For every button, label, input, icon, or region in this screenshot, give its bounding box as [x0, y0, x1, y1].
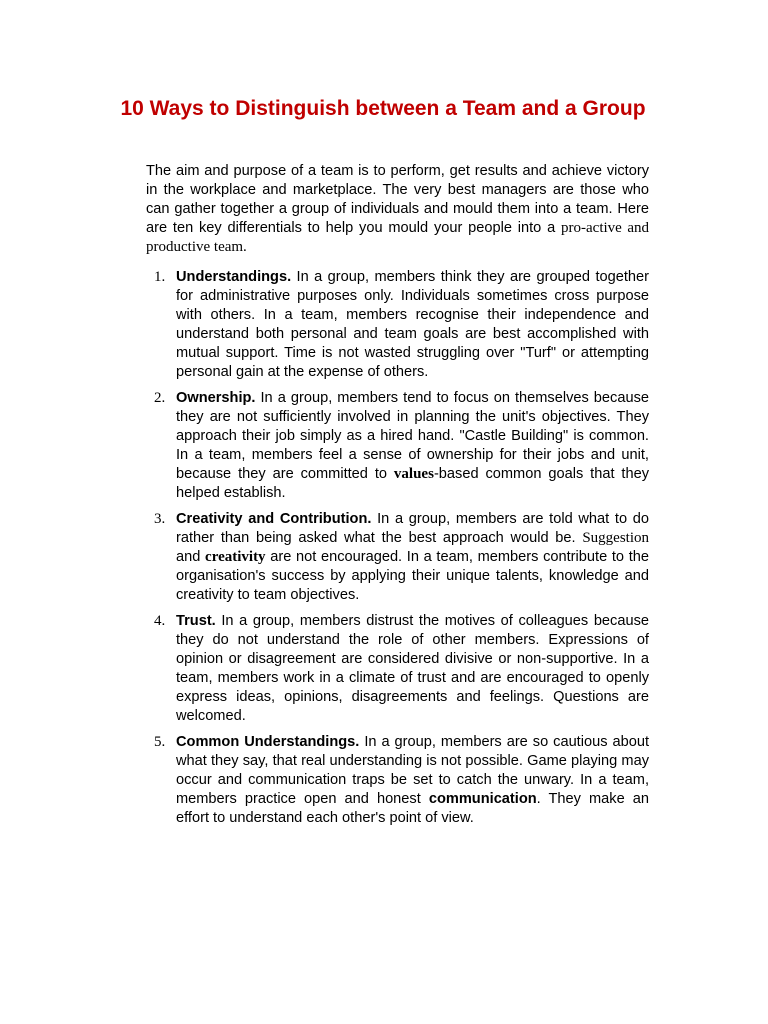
- item-text-middle: and: [176, 549, 206, 565]
- intro-paragraph: [146, 162, 649, 257]
- intro-end: .: [243, 239, 247, 255]
- list-item-trust: [146, 612, 649, 726]
- item-text-after: are not encouraged. In a team, members contribute to the organisation's success by applying their unique talents, knowledge and creativity to team objectives.: [176, 549, 649, 603]
- item-heading: Common Understandings.: [176, 734, 360, 750]
- differentials-list: [146, 268, 649, 835]
- item-text-after: . They make an effort to understand each other's point of view.: [176, 791, 649, 826]
- item-body: [176, 389, 649, 503]
- list-item-ownership: [146, 389, 649, 503]
- item-number: 2.: [154, 390, 166, 406]
- item-number: 5.: [154, 734, 166, 750]
- item-emphasis-values: values: [393, 466, 434, 482]
- item-body: [176, 268, 649, 382]
- item-emphasis-suggestion: Suggestion: [582, 530, 649, 546]
- item-heading: Creativity and Contribution.: [176, 511, 372, 527]
- list-item-creativity: [146, 510, 649, 605]
- item-text: In a group, members tend to focus on themselves because they are not sufficiently involved in planning the unit's objectives. They approach their job simply as a hired hand. "Castle Building" is common. In a team, members feel a sense of ownership for their jobs and unit, because they are committed to: [176, 390, 649, 482]
- item-text: In a group, members are so cautious about what they say, that real understanding is not possible. Game playing may occur and communication traps be set to catch the unwary. In a team, members practice open and honest: [176, 734, 649, 807]
- item-emphasis-creativity: creativity: [205, 549, 266, 565]
- item-number: 1.: [154, 269, 166, 285]
- item-heading: Understandings.: [176, 269, 292, 285]
- item-number: 4.: [154, 613, 166, 629]
- item-number: 3.: [154, 511, 166, 527]
- item-text: In a group, members are told what to do rather than being asked what the best approach would be.: [176, 511, 649, 546]
- item-body: [176, 612, 649, 726]
- document-title: 10 Ways to Distinguish between a Team and a Group: [120, 97, 646, 120]
- item-text: In a group, members distrust the motives of colleagues because they do not understand the role of other members. Expressions of opinion or disagreement are considered divisive or non-supportive. In a team, members work in a climate of trust and are encouraged to openly express ideas, opinions, disagreements and feelings. Questions are welcomed.: [176, 613, 649, 724]
- item-emphasis-communication: communication: [428, 791, 537, 807]
- intro-text: The aim and purpose of a team is to perform, get results and achieve victory in the workplace and marketplace. The very best managers are those who can gather together a group of individuals and mould them into a team. Here are ten key differentials to help you mould your people into a: [146, 163, 649, 236]
- item-text: In a group, members think they are grouped together for administrative purposes only. Individuals sometimes cross purpose with others. In a team, members recognise their independence and understand both personal and team goals are best accomplished with mutual support. Time is not wasted struggling over "Turf" or attempting personal gain at the expense of others.: [176, 269, 649, 380]
- item-heading: Ownership.: [176, 390, 256, 406]
- item-body: [176, 510, 649, 605]
- intro-serif-phrase: pro-active and productive team: [146, 220, 649, 255]
- list-item-common-understandings: [146, 733, 649, 828]
- item-body: [176, 733, 649, 828]
- item-text-after: -based common goals that they helped establish.: [176, 466, 649, 501]
- item-heading: Trust.: [176, 613, 216, 629]
- list-item-understandings: [146, 268, 649, 382]
